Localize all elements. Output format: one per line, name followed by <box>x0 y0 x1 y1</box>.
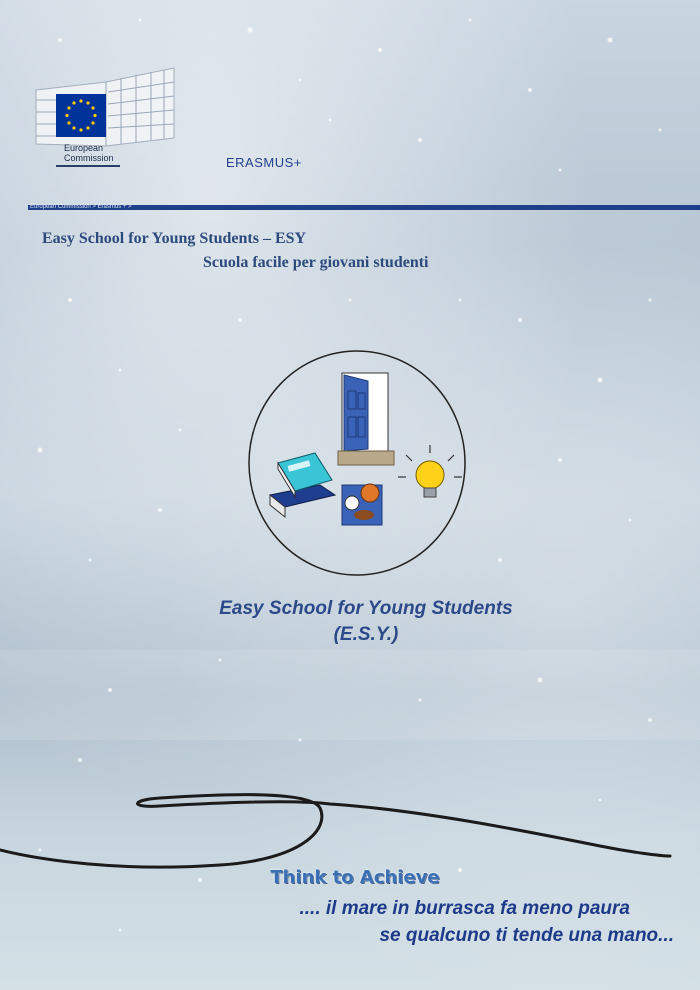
subtitle-acronym: (E.S.Y.) <box>333 624 399 645</box>
project-title: Easy School for Young Students – ESY <box>42 230 307 247</box>
logo-caption-line: Commission <box>64 153 114 163</box>
project-title-italian: Scuola facile per giovani studenti <box>203 254 429 271</box>
program-name: ERASMUS+ <box>226 155 302 170</box>
light-bulb-icon <box>398 445 462 497</box>
books-icon <box>270 453 335 517</box>
school-objects-icon <box>342 484 382 525</box>
subtitle-line: Easy School for Young Students <box>219 598 513 619</box>
logo-caption-line: European <box>64 143 104 153</box>
emblem-motto: Think to Achieve <box>270 867 440 888</box>
logo-underline <box>56 165 120 167</box>
logo-caption <box>64 143 114 163</box>
emblem-illustration <box>240 345 470 590</box>
wave-brush-stroke <box>0 780 700 870</box>
open-door-icon <box>338 373 394 465</box>
quote-line: .... il mare in burrasca fa meno paura <box>299 898 630 919</box>
quote-line: se qualcuno ti tende una mano... <box>379 925 674 946</box>
breadcrumb: European Commission > Erasmus + > <box>30 204 132 210</box>
